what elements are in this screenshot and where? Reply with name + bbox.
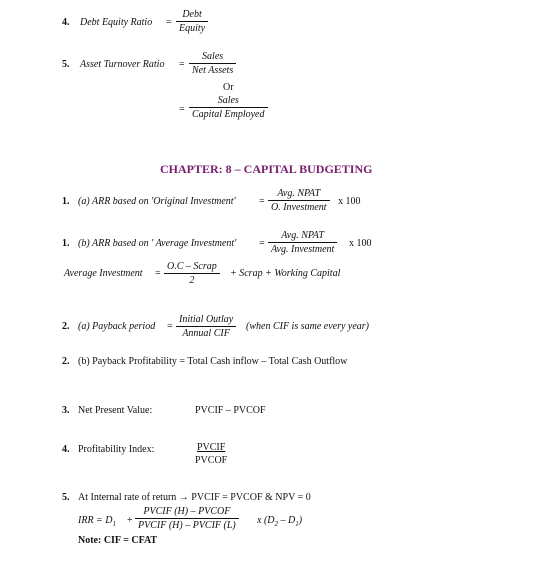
subscript: 2: [274, 520, 278, 528]
payback-fraction: [176, 314, 236, 339]
fraction-denominator: 2: [164, 273, 220, 286]
fraction-numerator: O.C – Scrap: [167, 261, 217, 272]
equals-sign: =: [259, 196, 265, 207]
npv-value: PVCIF – PVCOF: [195, 405, 266, 416]
item-number: 1.: [62, 238, 70, 249]
fraction-denominator: Avg. Investment: [268, 242, 337, 255]
scrap-working-capital-text: + Scrap + Working Capital: [230, 268, 341, 279]
cif-note: Note: CIF = CFAT: [78, 535, 158, 546]
item-number: 2.: [62, 356, 70, 367]
arr-average-fraction: [268, 230, 337, 255]
payback-period-label: (a) Payback period: [78, 321, 156, 332]
asset-turnover-fraction-2: [189, 95, 268, 120]
profitability-index-fraction: [192, 442, 230, 466]
fraction-denominator: Equity: [176, 21, 208, 34]
arr-original-label: (a) ARR based on 'Original Investment': [78, 196, 236, 207]
item-number: 3.: [62, 405, 70, 416]
profitability-index-label: Profitability Index:: [78, 444, 155, 455]
item-number: 5.: [62, 492, 70, 503]
item-number: 5.: [62, 59, 70, 70]
irr-mult-c: ): [298, 515, 303, 526]
debt-equity-label: Debt Equity Ratio: [80, 17, 153, 28]
payback-note: (when CIF is same every year): [246, 321, 370, 332]
fraction-denominator: PVCOF: [195, 455, 228, 466]
equals-sign: =: [179, 104, 185, 115]
multiplier-text: x 100: [349, 238, 372, 249]
debt-equity-fraction: [176, 9, 208, 34]
fraction-numerator: PVCIF: [196, 442, 226, 453]
fraction-numerator: Avg. NPAT: [281, 230, 325, 241]
item-number: 1.: [62, 196, 70, 207]
plus-sign: +: [127, 515, 133, 526]
arr-original-fraction: [268, 188, 330, 213]
item-number: 4.: [62, 444, 70, 455]
fraction-denominator: Annual CIF: [176, 326, 236, 339]
irr-multiplier: [257, 515, 302, 528]
fraction-numerator: Sales: [217, 95, 239, 106]
fraction-denominator: Capital Employed: [189, 107, 268, 120]
average-investment-fraction: [164, 261, 220, 286]
asset-turnover-label: Asset Turnover Ratio: [80, 59, 165, 70]
average-investment-label: Average Investment: [64, 268, 143, 279]
irr-mult-b: – D: [278, 515, 296, 526]
payback-profitability-text: (b) Payback Profitability = Total Cash inflow – Total Cash Outflow: [78, 356, 348, 367]
or-text: Or: [223, 82, 234, 93]
equals-sign: =: [166, 17, 172, 28]
multiplier-text: x 100: [338, 196, 361, 207]
asset-turnover-fraction-1: [189, 51, 236, 76]
npv-label: Net Present Value:: [78, 405, 153, 416]
irr-fraction: [135, 506, 239, 531]
fraction-numerator: Initial Outlay: [179, 314, 234, 325]
fraction-numerator: Debt: [182, 9, 202, 20]
equals-sign: =: [167, 321, 173, 332]
fraction-numerator: Avg. NPAT: [277, 188, 321, 199]
item-number: 2.: [62, 321, 70, 332]
arr-average-label: (b) ARR based on ' Average Investment': [78, 238, 237, 249]
irr-mult-a: x (D: [257, 515, 275, 526]
equals-sign: =: [155, 268, 161, 279]
irr-lhs-text: IRR = D: [78, 515, 113, 526]
chapter-heading: CHAPTER: 8 – CAPITAL BUDGETING: [160, 162, 373, 176]
subscript: 1: [295, 520, 299, 528]
fraction-numerator: Sales: [202, 51, 224, 62]
subscript: 1: [112, 520, 117, 528]
irr-intro: At Internal rate of return → PVCIF = PVCOF & NPV = 0: [78, 492, 311, 503]
item-number: 4.: [62, 17, 70, 28]
fraction-numerator: PVCIF (H) – PVCOF: [143, 506, 231, 517]
fraction-denominator: O. Investment: [268, 200, 330, 213]
irr-lhs: [78, 515, 116, 528]
fraction-denominator: Net Assets: [189, 63, 236, 76]
equals-sign: =: [259, 238, 265, 249]
equals-sign: =: [179, 59, 185, 70]
fraction-denominator: PVCIF (H) – PVCIF (L): [135, 518, 239, 531]
